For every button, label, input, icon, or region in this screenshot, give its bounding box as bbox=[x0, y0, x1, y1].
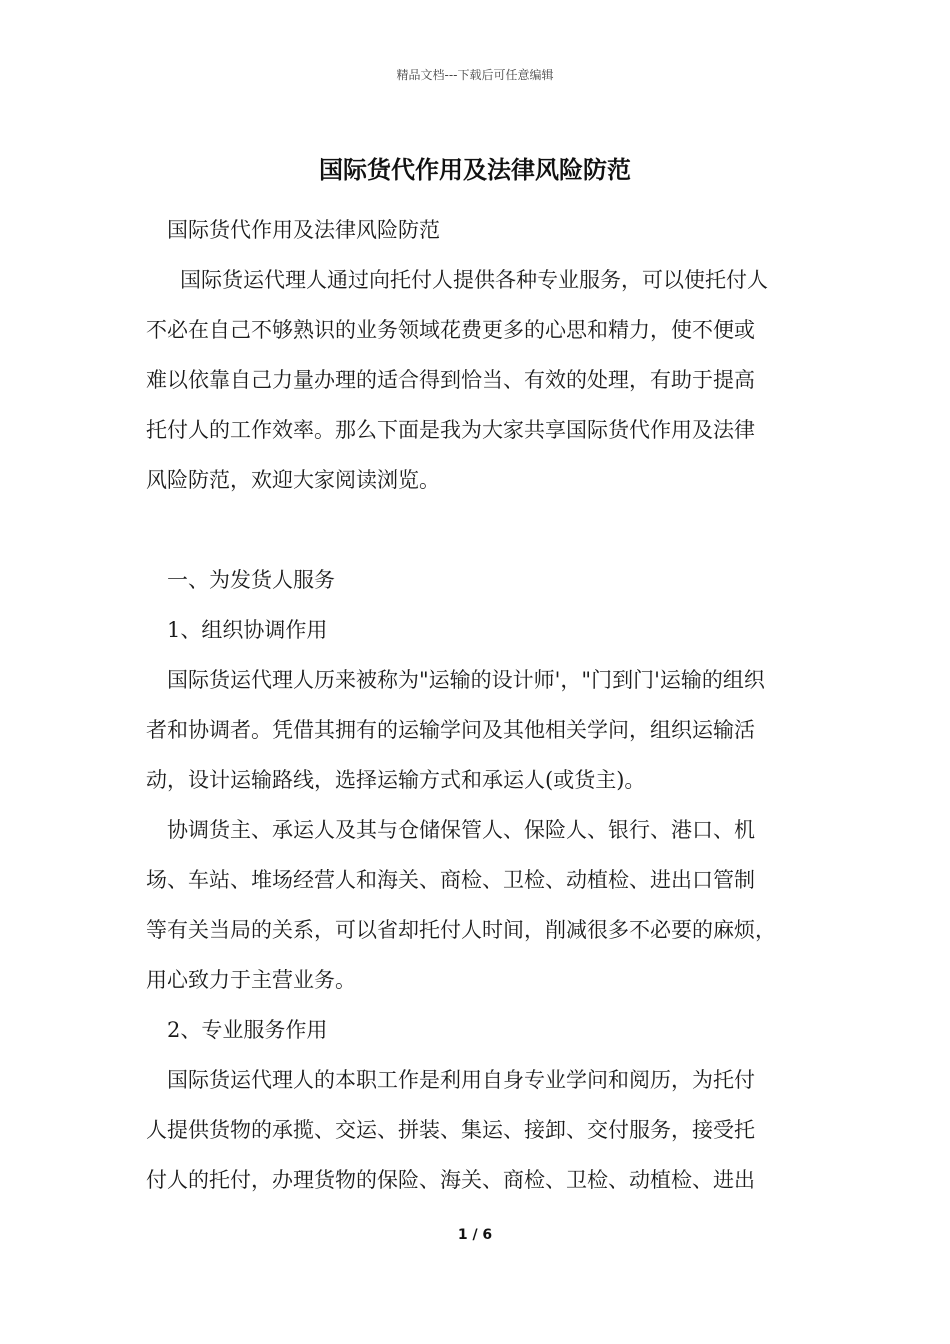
body-text bbox=[146, 205, 816, 1205]
text-line: 风险防范，欢迎大家阅读浏览。 bbox=[146, 468, 440, 492]
text-line: 付人的托付，办理货物的保险、海关、商检、卫检、动植检、进出 bbox=[146, 1168, 755, 1192]
text-line: 不必在自己不够熟识的业务领域花费更多的心思和精力，使不便或 bbox=[146, 318, 755, 342]
text-line: 人提供货物的承揽、交运、拼装、集运、接卸、交付服务，接受托 bbox=[146, 1118, 755, 1142]
text-line: 托付人的工作效率。那么下面是我为大家共享国际货代作用及法律 bbox=[146, 418, 755, 442]
document-title: 国际货代作用及法律风险防范 bbox=[319, 155, 631, 184]
section-heading: 一、为发货人服务 bbox=[167, 568, 335, 592]
blank-line bbox=[146, 505, 816, 555]
text-line: 协调货主、承运人及其与仓储保管人、保险人、银行、港口、机 bbox=[167, 818, 755, 842]
text-line: 动，设计运输路线，选择运输方式和承运人(或货主)。 bbox=[146, 768, 646, 792]
subsection-heading: 2、专业服务作用 bbox=[167, 1018, 328, 1042]
text-line: 国际货代作用及法律风险防范 bbox=[167, 218, 440, 242]
header-note: 精品文档---下载后可任意编辑 bbox=[396, 68, 554, 82]
text-line: 国际货运代理人通过向托付人提供各种专业服务，可以使托付人 bbox=[180, 268, 768, 292]
text-line: 难以依靠自己力量办理的适合得到恰当、有效的处理，有助于提高 bbox=[146, 368, 755, 392]
text-line: 者和协调者。凭借其拥有的运输学问及其他相关学问，组织运输活 bbox=[146, 718, 755, 742]
page-number: 1 / 6 bbox=[457, 1227, 493, 1243]
text-line: 等有关当局的关系，可以省却托付人时间，削减很多不必要的麻烦， bbox=[146, 918, 776, 942]
subsection-heading: 1、组织协调作用 bbox=[167, 618, 328, 642]
text-line: 国际货运代理人的本职工作是利用自身专业学问和阅历，为托付 bbox=[167, 1068, 755, 1092]
text-line: 用心致力于主营业务。 bbox=[146, 968, 356, 992]
text-line: 国际货运代理人历来被称为"运输的设计师'，"门到门'运输的组织 bbox=[167, 668, 765, 692]
text-line: 场、车站、堆场经营人和海关、商检、卫检、动植检、进出口管制 bbox=[146, 868, 755, 892]
